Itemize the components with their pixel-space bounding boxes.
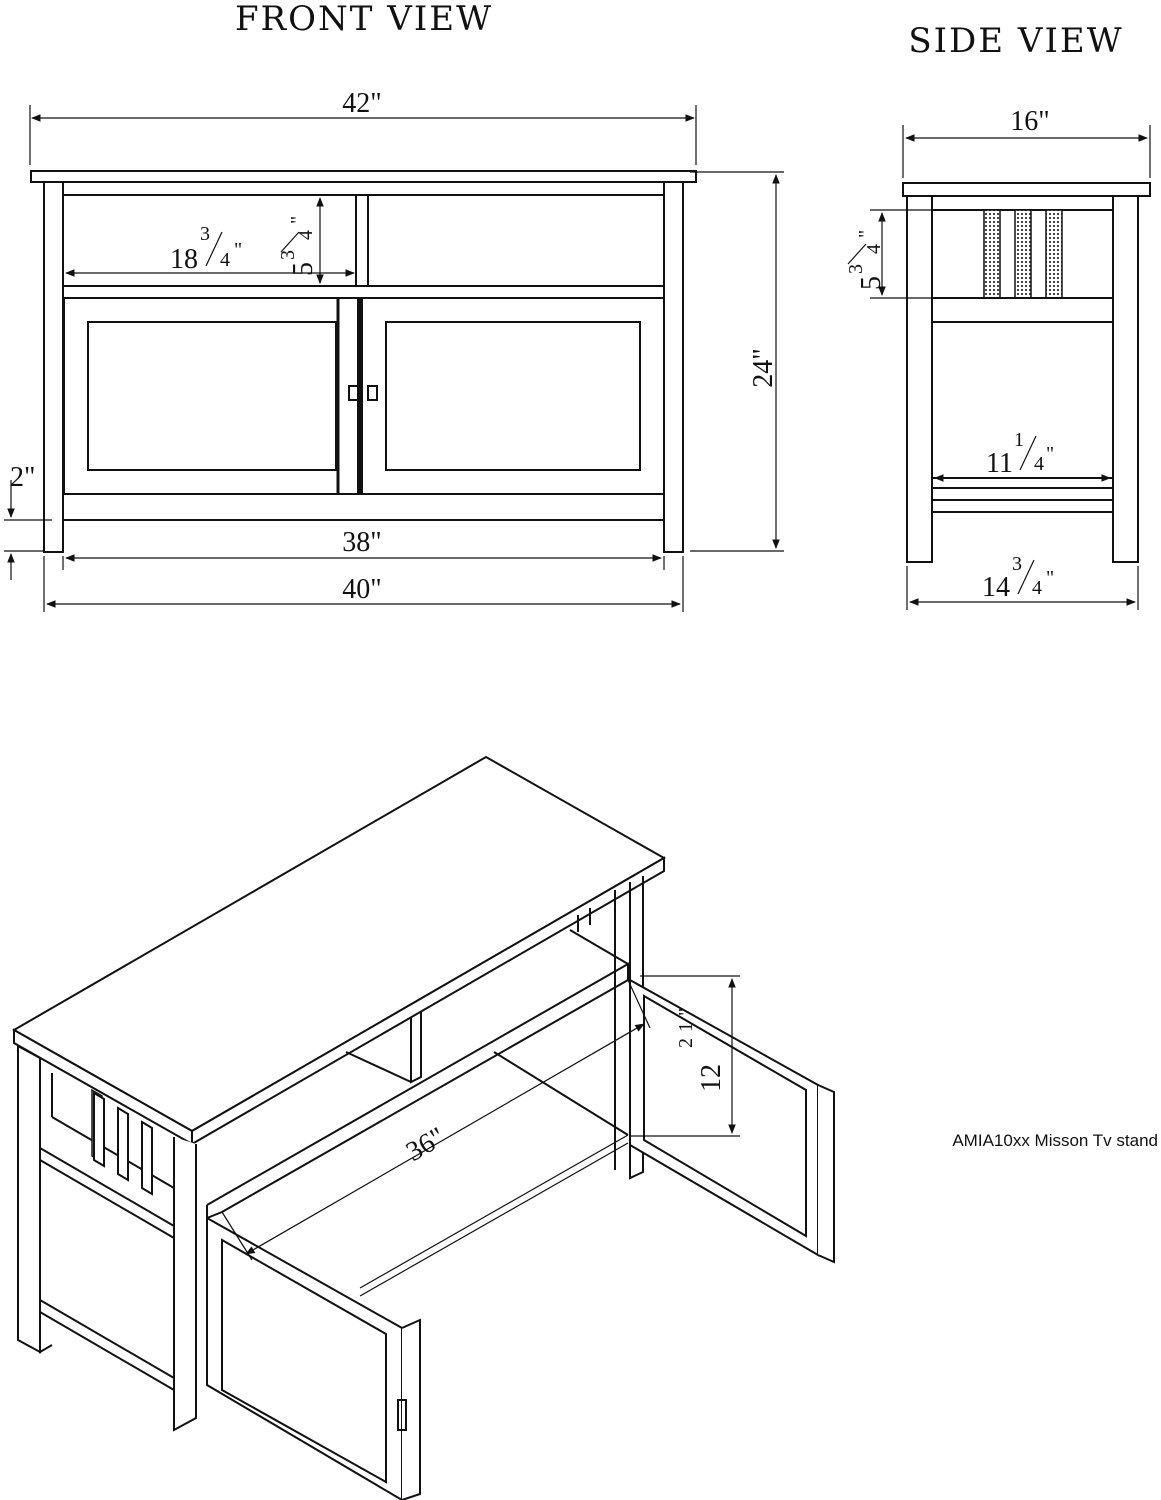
clearance-label: 2" (10, 462, 36, 493)
svg-text:" (234, 239, 242, 261)
side-slat-1 (984, 210, 1000, 298)
caption: AMIA10xx Misson Tv stand (952, 1131, 1158, 1150)
depth-top-label: 16" (1010, 106, 1050, 137)
svg-text:4 (1032, 577, 1042, 599)
shelf-width-num: 3 (200, 223, 210, 245)
overall-width-dimension (30, 88, 696, 165)
inner-depth-den: 4 (1034, 453, 1044, 475)
shelf-width-unit: " (234, 239, 243, 261)
iso-left-door (207, 1218, 420, 1500)
svg-text:" (287, 216, 309, 224)
svg-text:" (675, 1008, 697, 1016)
svg-text:2 (675, 1038, 697, 1048)
svg-text:" (855, 230, 877, 238)
overall-width-label: 42" (342, 88, 382, 119)
door-handle-right (368, 386, 377, 400)
shelf-width-whole: 18 (170, 244, 198, 275)
side-slat-2 (1015, 210, 1031, 298)
inner-depth-num: 1 (1014, 429, 1024, 451)
leg-span-label: 40" (342, 574, 382, 605)
svg-text:" (1046, 443, 1054, 465)
inner-depth-dimension (935, 429, 1110, 479)
inner-width-dimension (63, 527, 664, 570)
isometric-view (14, 757, 1158, 1500)
front-view-title: FRONT VIEW (234, 0, 494, 39)
svg-text:5 (288, 262, 319, 276)
leg-span-dimension (44, 556, 683, 612)
door-height-unit: " (675, 1007, 697, 1016)
svg-text:3 (200, 223, 210, 245)
side-shelf-height-whole: 5 (856, 276, 887, 290)
svg-text:11 (986, 448, 1013, 479)
svg-text:4 (220, 249, 230, 271)
svg-text:4 (1034, 453, 1044, 475)
shelf-height-whole: 5 (288, 262, 319, 276)
door-height-den: 2 (675, 1038, 697, 1048)
front-view (4, 0, 784, 612)
inner-width-label: 38" (342, 527, 382, 558)
cabinet-width-label: 36" (400, 1121, 451, 1168)
front-cabinet (31, 171, 696, 552)
side-slat-3 (1046, 210, 1062, 298)
svg-text:" (1046, 567, 1054, 589)
side-shelf-height-unit: " (855, 229, 877, 238)
leg-depth-dimension (907, 553, 1138, 610)
shelf-height-unit: " (287, 215, 309, 224)
svg-text:14 (982, 572, 1010, 603)
svg-text:18 (170, 244, 198, 275)
side-shelf-height-dimension (845, 210, 990, 298)
svg-text:3 (1012, 553, 1022, 575)
shelf-height-dimension (277, 198, 320, 283)
door-height-num: 1 (675, 1022, 697, 1032)
leg-depth-den: 4 (1032, 577, 1042, 599)
height-dimension (690, 172, 784, 551)
svg-text:3 (845, 264, 867, 274)
shelf-height-den: 4 (295, 230, 317, 240)
inner-depth-whole: 11 (986, 448, 1013, 479)
side-shelf-height-den: 4 (863, 244, 885, 254)
svg-text:4 (295, 230, 317, 240)
svg-text:12 (696, 1064, 727, 1092)
leg-depth-num: 3 (1012, 553, 1022, 575)
svg-text:3 (277, 250, 299, 260)
height-label: 24" (748, 348, 779, 388)
svg-text:4 (863, 244, 885, 254)
depth-top-dimension (903, 106, 1150, 178)
svg-text:1 (675, 1022, 697, 1032)
svg-text:1 (1014, 429, 1024, 451)
shelf-height-num: 3 (277, 250, 299, 260)
door-handle-left (349, 386, 358, 400)
side-shelf-height-num: 3 (845, 264, 867, 274)
leg-depth-unit: " (1046, 567, 1055, 589)
inner-depth-unit: " (1046, 443, 1055, 465)
leg-depth-whole: 14 (982, 572, 1010, 603)
shelf-width-den: 4 (220, 249, 230, 271)
door-height-whole: 12 (696, 1064, 727, 1092)
side-cabinet (903, 183, 1150, 562)
side-view-title: SIDE VIEW (908, 21, 1124, 61)
side-view (845, 21, 1150, 610)
svg-text:5 (856, 276, 887, 290)
iso-top (14, 757, 664, 1144)
